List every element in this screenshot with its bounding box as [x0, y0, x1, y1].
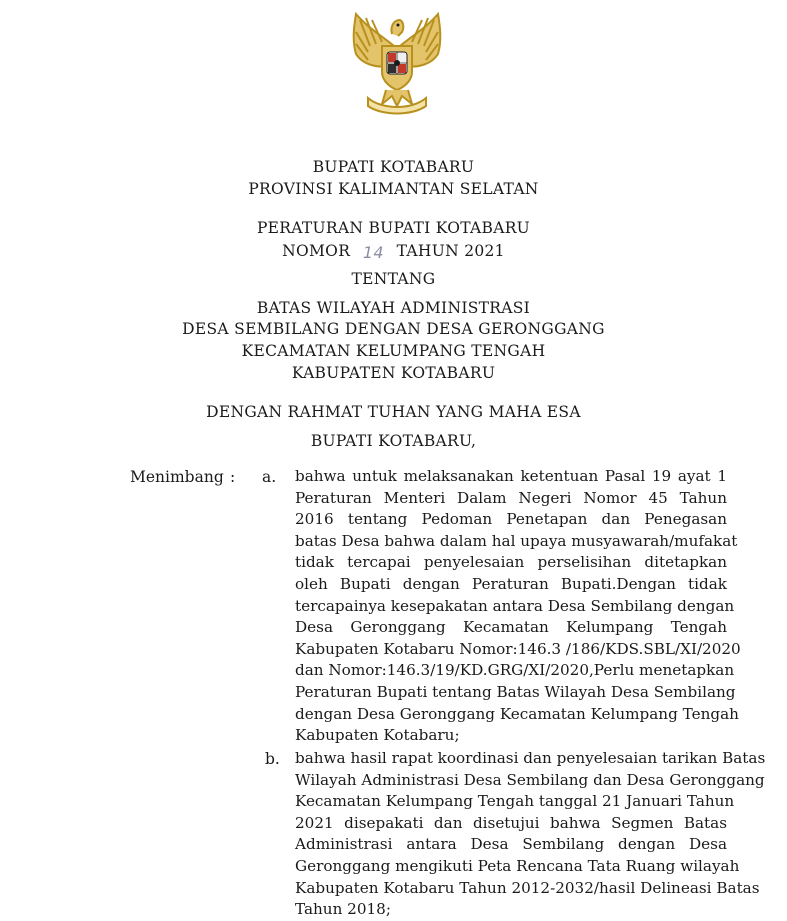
- considering-label: Menimbang: [130, 468, 224, 486]
- considering-item-b: [295, 748, 766, 921]
- subject-line: BATAS WILAYAH ADMINISTRASI: [256, 299, 531, 317]
- text-line: bahwa untuk melaksanakan ketentuan Pasal 19 ayat 1: [295, 467, 727, 485]
- text-line: Desa Geronggang Kecamatan Kelumpang Tengah: [295, 618, 727, 637]
- text-line: dengan Desa Geronggang Kecamatan Kelumpang Tengah: [295, 704, 739, 723]
- text-line: Kabupaten Kotabaru Nomor:146.3 /186/KDS.SBL/XI/2020: [295, 639, 741, 658]
- text-line: Peraturan Menteri Dalam Negeri Nomor 45 Tahun: [295, 488, 727, 507]
- text-line: Kecamatan Kelumpang Tengah tanggal 21 Januari Tahun: [295, 792, 735, 811]
- considering-item-a: [295, 466, 741, 747]
- text-line: Wilayah Administrasi Desa Sembilang dan Desa Geronggang: [295, 770, 765, 789]
- text-line: 2016 tentang Pedoman Penetapan dan Penegasan: [295, 510, 727, 529]
- considering-colon: :: [230, 468, 236, 486]
- text-line: dan Nomor:146.3/19/KD.GRG/XI/2020,Perlu menetapkan: [295, 661, 735, 680]
- handwritten-number: 14: [362, 243, 384, 262]
- text-line: oleh Bupati dengan Peraturan Bupati.Dengan tidak: [295, 574, 727, 593]
- text-line: Kabupaten Kotabaru;: [295, 726, 460, 745]
- about-label: TENTANG: [351, 270, 436, 288]
- text-line: Peraturan Bupati tentang Batas Wilayah Desa Sembilang: [295, 682, 736, 701]
- text-line: Tahun 2018;: [295, 900, 391, 919]
- regulation-title: PERATURAN BUPATI KOTABARU: [256, 219, 531, 237]
- subject-line: KABUPATEN KOTABARU: [291, 364, 496, 382]
- item-marker: a.: [262, 468, 277, 486]
- text-line: Administrasi antara Desa Sembilang dengan Desa: [295, 835, 727, 854]
- number-suffix: TAHUN 2021: [396, 242, 505, 260]
- item-marker: b.: [265, 750, 280, 768]
- text-line: Geronggang mengikuti Peta Rencana Tata Ruang wilayah: [295, 856, 740, 875]
- text-line: Kabupaten Kotabaru Tahun 2012-2032/hasil Delineasi Batas: [295, 878, 760, 897]
- province-title: PROVINSI KALIMANTAN SELATAN: [248, 180, 539, 198]
- issuer-title: BUPATI KOTABARU: [312, 158, 475, 176]
- number-prefix: NOMOR: [282, 242, 351, 260]
- subject-line: DESA SEMBILANG DENGAN DESA GERONGGANG: [182, 320, 605, 338]
- text-line: 2021 disepakati dan disetujui bahwa Segmen Batas: [295, 813, 727, 832]
- text-line: bahwa hasil rapat koordinasi dan penyelesaian tarikan Batas: [295, 749, 766, 767]
- preamble-line: DENGAN RAHMAT TUHAN YANG MAHA ESA: [206, 403, 581, 421]
- preamble-line: BUPATI KOTABARU,: [310, 432, 477, 450]
- subject-line: KECAMATAN KELUMPANG TENGAH: [241, 342, 546, 360]
- text-line: tercapainya kesepakatan antara Desa Sembilang dengan: [295, 596, 735, 615]
- regulation-number: [0, 241, 787, 260]
- garuda-emblem-icon: [342, 6, 452, 120]
- text-line: batas Desa bahwa dalam hal upaya musyawarah/mufakat: [295, 531, 738, 550]
- text-line: tidak tercapai penyelesaian perselisihan ditetapkan: [295, 553, 727, 572]
